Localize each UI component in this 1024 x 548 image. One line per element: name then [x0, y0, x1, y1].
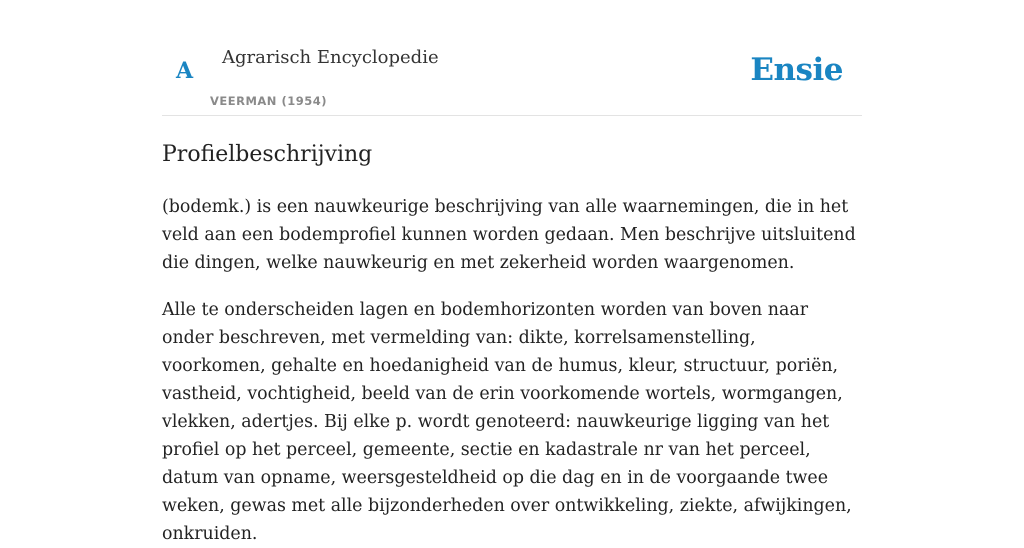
entry-paragraph: (bodemk.) is een nauwkeurige beschrijving van alle waarnemingen, die in het veld aan een bodemprofiel kunnen worden gedaan. Men beschrijve uitsluitend die dingen, welke nauwkeurig en met zekerheid worden waargenomen.	[162, 197, 856, 273]
book-title-link[interactable]: Agrarisch Encyclopedie	[222, 47, 439, 68]
book-author: VEERMAN (1954)	[210, 94, 327, 108]
ensie-logo-link[interactable]: Ensie	[750, 52, 843, 88]
page-header	[162, 0, 862, 116]
book-logo-letter[interactable]: A	[176, 58, 194, 84]
entry-title: Profielbeschrijving	[162, 142, 373, 167]
entry-body	[162, 193, 862, 548]
entry-paragraph: Alle te onderscheiden lagen en bodemhorizonten worden van boven naar onder beschreven, met vermelding van: dikte, korrelsamenstelling, voorkomen, gehalte en hoedanigheid van de humus, kleur, structuur, poriën, vastheid, vochtigheid, beeld van de erin voorkomende wortels, wormgangen, vlekken, adertjes. Bij elke p. wordt genoteerd: nauwkeurige ligging van het profiel op het perceel, gemeente, sectie en kadastrale nr van het perceel, datum van opname, weersgesteldheid op die dag en in de voorgaande twee weken, gewas met alle bijzonderheden over ontwikkeling, ziekte, afwijkingen, onkruiden.	[162, 300, 852, 544]
entry-content	[162, 139, 862, 548]
